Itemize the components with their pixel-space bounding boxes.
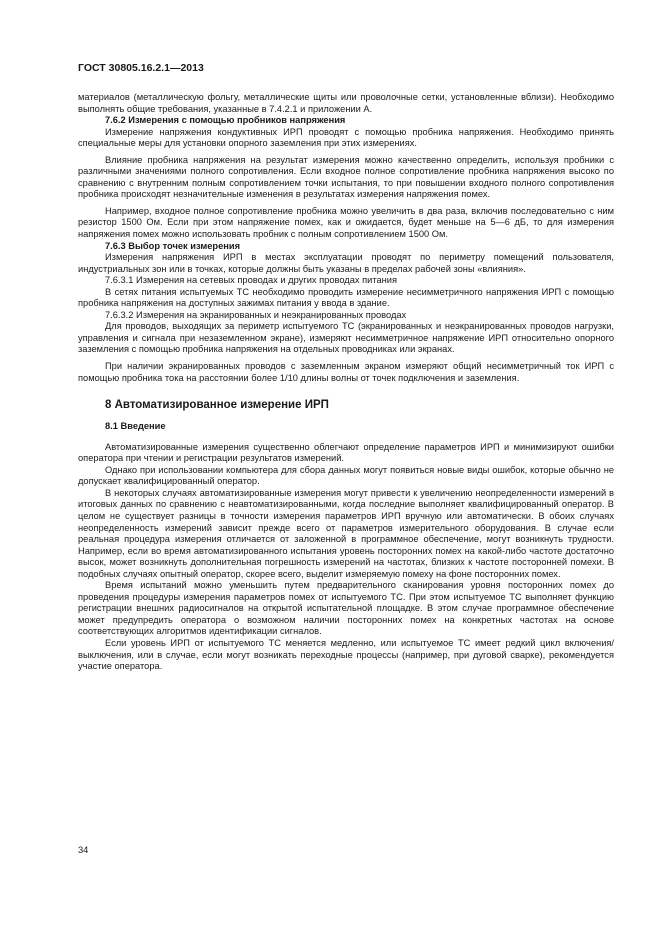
paragraph: Для проводов, выходящих за периметр испытуемого ТС (экранированных и неэкранированных проводов нагрузки, управления и сигнала при незаземленном экране), измеряют несимметричное напряжение ИРП относительно опорного заземления с помощью пробника напряжения на отдельных проводниках или экранах. [78, 321, 614, 355]
paragraph: Измерения напряжения ИРП в местах эксплуатации проводят по периметру помещений пользователя, индустриальных зон или в точках, которые должны быть указаны в пределах рабочей зоны «влияния». [78, 252, 614, 274]
paragraph: Автоматизированные измерения существенно облегчают определение параметров ИРП и минимизируют ошибки оператора при чтении и регистрации результатов измерений. [78, 441, 614, 464]
paragraph: Влияние пробника напряжения на результат измерения можно качественно определить, используя пробники с различными значениями полного сопротивления. Если входное полное сопротивление пробника напряжения высоко по сравнению с внутренним полным сопротивлением точки испытания, то при повышении входного полного сопротивления пробника происходят незначительные изменения в результатах измерения напряжения помех. [78, 154, 614, 200]
subsection-title-7-6-3-2: 7.6.3.2 Измерения на экранированных и неэкранированных проводах [105, 309, 407, 320]
chapter-heading-8: 8 Автоматизированное измерение ИРП [105, 399, 329, 412]
section-heading-7-6-3: 7.6.3 Выбор точек измерения [105, 240, 241, 251]
paragraph: Например, входное полное сопротивление пробника можно увеличить в два раза, включив последовательно с ним резистор 1500 Ом. Если при этом напряжение помех, как и ожидается, будет меньше на 5—6 дБ, то для измерения напряжения помех можно использовать пробник с полным сопротивлением 1500 Ом. [78, 205, 614, 240]
paragraph: При наличии экранированных проводов с заземленным экраном измеряют общий несимметричный ток ИРП с помощью пробника тока на расстоянии более 1/10 длины волны от точек подключения и заземления. [78, 361, 614, 383]
paragraph: В сетях питания испытуемых ТС необходимо проводить измерение несимметричного напряжения ИРП с помощью пробника напряжения на доступных зажимах питания у ввода в здание. [78, 286, 614, 309]
paragraph: Измерение напряжения кондуктивных ИРП проводят с помощью пробника напряжения. Необходимо принять специальные меры для установки опорного заземления при этих измерениях. [78, 126, 614, 149]
section-heading-7-6-2: 7.6.2 Измерения с помощью пробников напряжения [105, 115, 346, 126]
paragraph: Время испытаний можно уменьшить путем предварительного сканирования уровня посторонних помех до проведения процедуры измерения параметров помех от испытуемого ТС. При этом испытуемое ТС выполняет функцию регистрации внешних радиосигналов на открытой испытательной площадке. В этом случае программное обеспечение может предупредить оператора о возможном наличии посторонних помех на конкретных частотах на основе соответствующих алгоритмов идентификации сигналов. [78, 580, 614, 637]
paragraph: материалов (металлическую фольгу, металлические щиты или проволочные сетки, установленные вблизи). Необходимо выполнять общие требования, указанные в 7.4.2.1 и приложении А. [78, 92, 614, 114]
subsection-title-7-6-3-1: 7.6.3.1 Измерения на сетевых проводах и других проводах питания [105, 275, 398, 286]
paragraph: Если уровень ИРП от испытуемого ТС меняется медленно, или испытуемое ТС имеет редкий цикл включения/выключения, или в случае, если могут возникать переходные процессы (например, при дуговой сварке), рекомендуется участие оператора. [78, 637, 614, 672]
paragraph: В некоторых случаях автоматизированные измерения могут привести к увеличению неопределенности измерений в итоговых данных по сравнению с неавтоматизированными, когда последние выполняет квалифицированный оператор. В целом не существует разницы в точности измерения параметров ИРП вручную или автоматически. В обоих случаях неопределенность измерений зависит прежде всего от параметров измерительного оборудования. В случае если реальная процедура измерения отличается от заложенной в программное обеспечение, могут возникнуть трудности. Например, если во время автоматизированного испытания уровень посторонних помех на какой-либо частоте достаточно высок, может возникнуть дополнительная погрешность измерений на частотах, близких к частоте посторонней помехи. В подобных случаях опытный оператор, скорее всего, выделит измеряемую помеху на фоне посторонних помех. [78, 487, 614, 579]
document-body [78, 92, 614, 673]
document-header: ГОСТ 30805.16.2.1—2013 [78, 62, 204, 74]
section-heading-8-1: 8.1 Введение [105, 421, 166, 432]
page-number: 34 [78, 845, 89, 855]
paragraph: Однако при использовании компьютера для сбора данных могут появиться новые виды ошибок, которые обычно не допускает квалифицированный оператор. [78, 464, 614, 487]
